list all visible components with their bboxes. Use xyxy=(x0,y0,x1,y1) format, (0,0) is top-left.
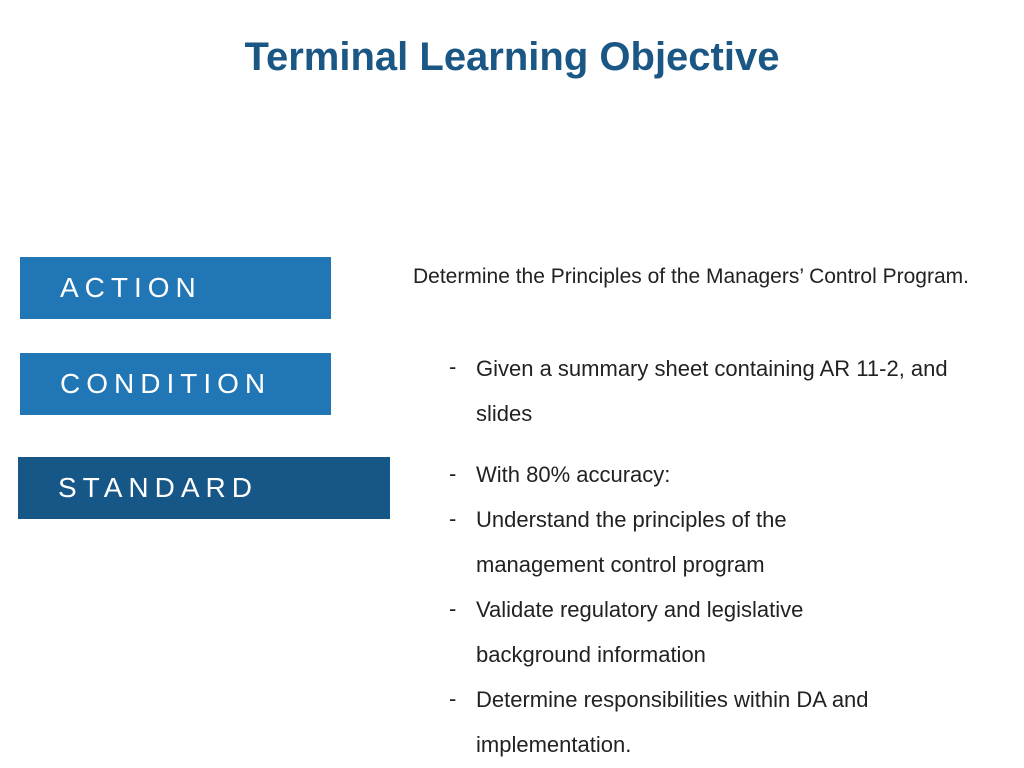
bullet-marker: - xyxy=(449,596,457,621)
action-description: Determine the Principles of the Managers’ Control Program. xyxy=(413,265,969,288)
standard-item: Validate regulatory and legislative background information xyxy=(476,597,804,667)
condition-label: CONDITION xyxy=(60,368,272,399)
condition-item: Given a summary sheet containing AR 11-2, and slides xyxy=(476,356,948,426)
action-label-box xyxy=(20,257,331,319)
standard-label-box xyxy=(18,457,390,519)
bullet-marker: - xyxy=(449,506,457,531)
bullet-marker: - xyxy=(449,354,457,379)
standard-label: STANDARD xyxy=(58,472,258,503)
standard-item: Determine responsibilities within DA and implementation. xyxy=(476,687,869,757)
action-label: ACTION xyxy=(60,272,202,303)
page-title: Terminal Learning Objective xyxy=(244,35,780,79)
bullet-marker: - xyxy=(449,686,457,711)
condition-label-box xyxy=(20,353,331,415)
bullet-marker: - xyxy=(449,461,457,486)
standard-item: Understand the principles of the management control program xyxy=(476,507,787,577)
standard-item: With 80% accuracy: xyxy=(476,462,671,487)
